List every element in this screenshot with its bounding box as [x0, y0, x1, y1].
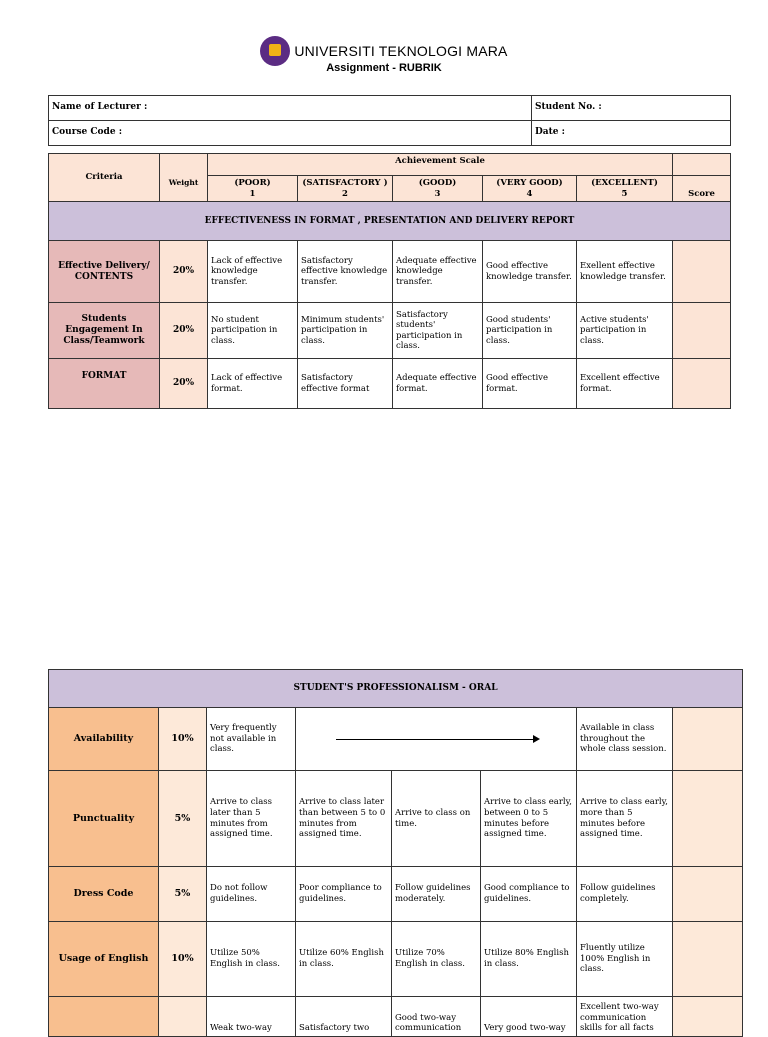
descriptor-cell: Minimum students' participation in class.: [298, 303, 393, 359]
weight-cell: 5%: [159, 771, 207, 867]
descriptor-cell: Weak two-way: [207, 997, 296, 1037]
descriptor-cell: Exellent effective knowledge transfer.: [577, 241, 673, 303]
descriptor-cell: Satisfactory effective format: [298, 359, 393, 409]
descriptor-cell: Satisfactory two: [296, 997, 392, 1037]
descriptor-cell: Arrive to class on time.: [392, 771, 481, 867]
arrow-line: [336, 739, 536, 740]
criterion-cell: [49, 997, 159, 1037]
score-cell[interactable]: [673, 359, 731, 409]
score-cell[interactable]: [673, 241, 731, 303]
descriptor-cell: Lack of effective format.: [208, 359, 298, 409]
descriptor-cell: Follow guidelines completely.: [577, 867, 673, 922]
descriptor-cell: Very frequently not available in class.: [207, 708, 296, 771]
level-good: (GOOD) 3: [393, 176, 483, 202]
descriptor-cell: Utilize 50% English in class.: [207, 922, 296, 997]
level-excellent: (EXCELLENT) 5: [577, 176, 673, 202]
student-no-field[interactable]: Student No. :: [532, 96, 731, 121]
descriptor-cell: Good students' participation in class.: [483, 303, 577, 359]
descriptor-cell: Good compliance to guidelines.: [481, 867, 577, 922]
descriptor-cell: Adequate effective knowledge transfer.: [393, 241, 483, 303]
weight-cell: 5%: [159, 867, 207, 922]
descriptor-cell: Arrive to class early, between 0 to 5 minutes before assigned time.: [481, 771, 577, 867]
descriptor-cell: Good two-way communication: [392, 997, 481, 1037]
criterion-cell: Students Engagement In Class/Teamwork: [49, 303, 160, 359]
course-code-field[interactable]: Course Code :: [49, 121, 532, 146]
descriptor-cell: Arrive to class later than 5 minutes from assigned time.: [207, 771, 296, 867]
arrow-right-icon: [533, 735, 540, 743]
criterion-cell: Effective Delivery/ CONTENTS: [49, 241, 160, 303]
criterion-cell: Usage of English: [49, 922, 159, 997]
level-very-good: (VERY GOOD) 4: [483, 176, 577, 202]
professionalism-table: [48, 669, 743, 1037]
weight-cell: 20%: [160, 303, 208, 359]
descriptor-cell: Arrive to class later than between 5 to 0 minutes from assigned time.: [296, 771, 392, 867]
weight-cell: 10%: [159, 922, 207, 997]
criterion-cell: FORMAT: [49, 359, 160, 409]
weight-cell: [159, 997, 207, 1037]
descriptor-cell: No student participation in class.: [208, 303, 298, 359]
scale-header: Achievement Scale: [208, 154, 673, 176]
descriptor-cell: Satisfactory effective knowledge transfer.: [298, 241, 393, 303]
descriptor-cell: Satisfactory students' participation in class.: [393, 303, 483, 359]
descriptor-cell: Utilize 70% English in class.: [392, 922, 481, 997]
criterion-cell: Punctuality: [49, 771, 159, 867]
document-header: [0, 36, 768, 74]
level-satisfactory: (SATISFACTORY ) 2: [298, 176, 393, 202]
scale-arrow: [296, 708, 577, 771]
descriptor-cell: Excellent two-way communication skills for all facts: [577, 997, 673, 1037]
info-table: [48, 95, 731, 146]
criteria-header: Criteria: [49, 154, 160, 202]
descriptor-cell: Excellent effective format.: [577, 359, 673, 409]
score-cell[interactable]: [673, 997, 743, 1037]
descriptor-cell: Do not follow guidelines.: [207, 867, 296, 922]
criterion-cell: Dress Code: [49, 867, 159, 922]
descriptor-cell: Very good two-way: [481, 997, 577, 1037]
score-cell[interactable]: [673, 771, 743, 867]
lecturer-field[interactable]: Name of Lecturer :: [49, 96, 532, 121]
descriptor-cell: Active students' participation in class.: [577, 303, 673, 359]
descriptor-cell: Poor compliance to guidelines.: [296, 867, 392, 922]
score-cell[interactable]: [673, 867, 743, 922]
weight-header: Weight: [160, 154, 208, 202]
date-field[interactable]: Date :: [532, 121, 731, 146]
criterion-cell: Availability: [49, 708, 159, 771]
descriptor-cell: Available in class throughout the whole class session.: [577, 708, 673, 771]
weight-cell: 20%: [160, 359, 208, 409]
document-title: Assignment - RUBRIK: [326, 62, 442, 74]
descriptor-cell: Utilize 80% English in class.: [481, 922, 577, 997]
section-heading: EFFECTIVENESS IN FORMAT , PRESENTATION AND DELIVERY REPORT: [49, 202, 731, 241]
score-header: Score: [673, 176, 731, 202]
descriptor-cell: Fluently utilize 100% English in class.: [577, 922, 673, 997]
descriptor-cell: Adequate effective format.: [393, 359, 483, 409]
score-cell[interactable]: [673, 303, 731, 359]
score-cell[interactable]: [673, 922, 743, 997]
score-header-blank: [673, 154, 731, 176]
rubric-table: [48, 153, 731, 409]
weight-cell: 20%: [160, 241, 208, 303]
descriptor-cell: Lack of effective knowledge transfer.: [208, 241, 298, 303]
descriptor-cell: Utilize 60% English in class.: [296, 922, 392, 997]
score-cell[interactable]: [673, 708, 743, 771]
descriptor-cell: Good effective format.: [483, 359, 577, 409]
university-name: UNIVERSITI TEKNOLOGI MARA: [294, 43, 508, 59]
level-poor: (POOR) 1: [208, 176, 298, 202]
descriptor-cell: Arrive to class early, more than 5 minutes before assigned time.: [577, 771, 673, 867]
descriptor-cell: Follow guidelines moderately.: [392, 867, 481, 922]
weight-cell: 10%: [159, 708, 207, 771]
descriptor-cell: Good effective knowledge transfer.: [483, 241, 577, 303]
section-heading: STUDENT'S PROFESSIONALISM - ORAL: [49, 670, 743, 708]
